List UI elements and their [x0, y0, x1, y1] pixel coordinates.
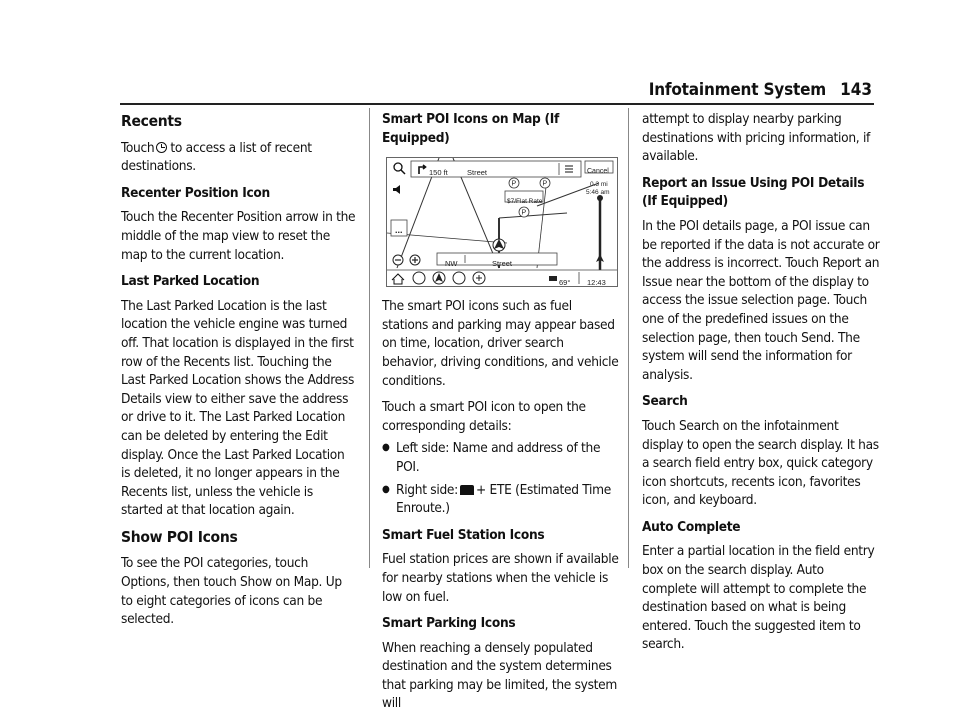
- recenter-heading: Recenter Position Icon: [121, 184, 270, 201]
- clock-icon: [156, 142, 167, 153]
- svg-text:P: P: [542, 180, 547, 188]
- map-street-bottom: Street: [492, 259, 513, 269]
- parking-text: When reaching a densely populated destination and the system determines that parking may be limited, the system will: [382, 639, 618, 712]
- header-title: Infotainment System: [648, 80, 826, 100]
- bullet-right-side: [382, 481, 620, 518]
- autocomplete-heading: Auto Complete: [642, 518, 741, 535]
- bullet-left-side: ● Left side: Name and address of the POI.: [382, 439, 620, 476]
- column-2: [382, 110, 620, 721]
- fuel-text: Fuel station prices are shown if available for nearby stations when the vehicle is low on fuel.: [382, 551, 619, 605]
- parking-continued-text: attempt to display nearby parking destinations with pricing information, if available.: [642, 111, 871, 165]
- bullet2-pre: Right side:: [396, 481, 458, 498]
- touch-text: Touch a smart POI icon to open the corresponding details:: [382, 399, 586, 434]
- car-icon: [460, 485, 474, 495]
- map-eta-distance: 0.3 mi: [590, 181, 608, 189]
- map-illustration: [386, 157, 618, 287]
- bullet2-post: + ETE (Estimated Time Enroute.): [396, 481, 611, 517]
- svg-text:P: P: [521, 209, 526, 217]
- showpoi-heading: Show POI Icons: [121, 527, 238, 546]
- recents-pre: Touch: [121, 139, 155, 156]
- report-text: In the POI details page, a POI issue can be reported if the data is not accurate or the address is incorrect. Touch Report an Issue near the bottom of the display to access the issue selection page. Touch one of the predefined issues on the selection page, then touch Send. The system will send the information for analysis.: [642, 217, 880, 383]
- recents-paragraph: [121, 139, 356, 176]
- map-temperature: 69°: [559, 278, 571, 288]
- parking-heading: Smart Parking Icons: [382, 615, 516, 632]
- column-divider-1: [369, 108, 370, 568]
- search-text: Touch Search on the infotainment display to open the search display. It has a search field entry box, quick category icon shortcuts, recents icon, favorites icon, and keyboard.: [642, 417, 879, 509]
- svg-text:P: P: [511, 180, 516, 188]
- column-3: [642, 110, 880, 662]
- map-more-button: ...: [395, 225, 403, 236]
- lastparked-text: The Last Parked Location is the last location the vehicle engine was turned off. That location is displayed in the first row of the Recents list. Touching the Last Parked Location shows the Address Details view to either save the address or drive to it. The Last Parked Location can be deleted by entering the Edit display. Once the Last Parked Location is deleted, it no longer appears in the Recents list, unless the vehicle is started at that location again.: [121, 297, 355, 519]
- autocomplete-text: Enter a partial location in the field entry box on the search display. Auto complete will attempt to complete the destination based on what is being entered. Touch the suggested item to search.: [642, 543, 875, 653]
- column-divider-2: [628, 108, 629, 568]
- lastparked-heading: Last Parked Location: [121, 273, 260, 290]
- header-rule: [120, 103, 874, 105]
- showpoi-text: To see the POI categories, touch Options, then touch Show on Map. Up to eight categories of icons can be selected.: [121, 555, 342, 628]
- search-heading: Search: [642, 393, 688, 410]
- smartpoi-text: The smart POI icons such as fuel stations and parking may appear based on time, location, driver search behavior, driving conditions, and vehicle conditions.: [382, 298, 619, 389]
- map-distance: 150 ft: [429, 168, 448, 178]
- column-1: [121, 110, 356, 637]
- map-direction: NW: [445, 259, 458, 269]
- map-clock: 12:43: [587, 278, 606, 288]
- report-heading: Report an Issue Using POI Details (If Equipped): [642, 174, 865, 210]
- page-number: 143: [840, 80, 872, 100]
- map-street-top: Street: [467, 168, 488, 178]
- smartpoi-heading: Smart POI Icons on Map (If Equipped): [382, 111, 559, 146]
- fuel-heading: Smart Fuel Station Icons: [382, 526, 545, 543]
- recents-heading: Recents: [121, 112, 182, 130]
- recents-post: to access a list of recent destinations.: [121, 139, 312, 175]
- map-parking-price: $7/Flat Rate: [507, 198, 543, 206]
- recenter-text: Touch the Recenter Position arrow in the middle of the map view to reset the map to the current location.: [121, 209, 356, 263]
- map-cancel-button: Cancel: [587, 168, 609, 176]
- map-eta-time: 5:46 am: [586, 189, 610, 197]
